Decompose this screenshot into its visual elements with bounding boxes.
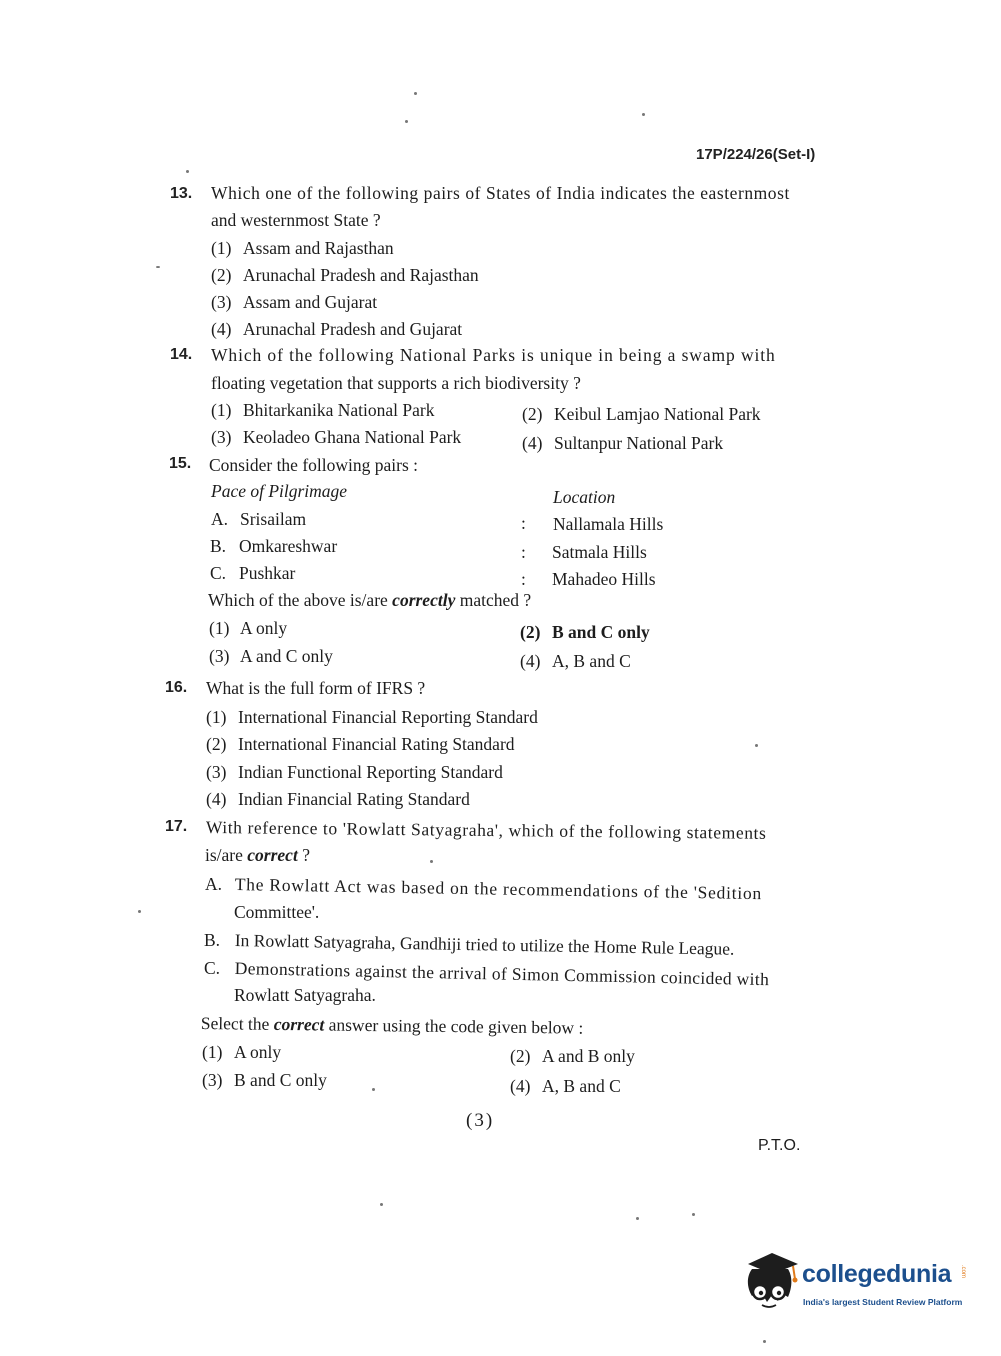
- pair-c-place: Pushkar: [239, 563, 296, 583]
- question-14-option-4-number: (4): [522, 433, 543, 453]
- pair-c-separator: :: [521, 569, 526, 589]
- question-17-select-instruction: [201, 1013, 584, 1039]
- question-13-option-4-text: Arunachal Pradesh and Gujarat: [243, 319, 463, 339]
- collegedunia-com: .com: [960, 1265, 966, 1279]
- question-16-text: What is the full form of IFRS ?: [206, 678, 426, 698]
- question-14-number: 14.: [170, 346, 193, 363]
- question-17-option-3-number: (3): [202, 1070, 223, 1090]
- question-17-option-1-text: A only: [234, 1042, 282, 1062]
- statement-b-line-1: In Rowlatt Satyagraha, Gandhiji tried to utilize the Home Rule League.: [234, 930, 735, 959]
- question-17-line-2-post: ?: [297, 845, 310, 865]
- statement-a-line-1: The Rowlatt Act was based on the recommendations of the 'Sedition: [234, 874, 763, 904]
- question-15-option-2-number: (2): [520, 622, 541, 642]
- column-header-place: Pace of Pilgrimage: [211, 481, 348, 501]
- question-14-option-3-text: Keoladeo Ghana National Park: [243, 427, 462, 447]
- scan-speck: [138, 910, 141, 913]
- question-13-option-3-number: (3): [211, 292, 232, 312]
- question-15-ask-emphasis: correctly: [392, 590, 456, 610]
- question-16-option-3-number: (3): [206, 762, 227, 782]
- question-16-option-4-text: Indian Financial Rating Standard: [238, 789, 470, 809]
- question-17-line-2-pre: is/are: [205, 845, 248, 865]
- select-emphasis: correct: [273, 1013, 325, 1035]
- question-17-option-4-number: (4): [510, 1076, 531, 1096]
- statement-a-line-2: Committee'.: [234, 902, 320, 922]
- question-17-number: 17.: [165, 818, 188, 835]
- scan-speck: [186, 170, 189, 173]
- question-14-option-3-number: (3): [211, 427, 232, 447]
- statement-c-line-2: Rowlatt Satyagraha.: [234, 985, 376, 1005]
- collegedunia-brand-name: collegedunia: [802, 1260, 952, 1288]
- question-15-option-3-number: (3): [209, 646, 230, 666]
- statement-c-label: C.: [204, 958, 221, 978]
- question-14-option-2-text: Keibul Lamjao National Park: [554, 404, 761, 424]
- question-15-option-2-text: B and C only: [552, 622, 650, 642]
- question-16-option-1-text: International Financial Reporting Standard: [238, 707, 538, 727]
- question-15-ask-post: matched ?: [455, 590, 532, 610]
- question-15-text: Consider the following pairs :: [209, 455, 419, 475]
- scan-speck: [372, 1088, 375, 1091]
- question-15-option-3-text: A and C only: [240, 646, 333, 666]
- question-14-option-2-number: (2): [522, 404, 543, 424]
- question-13-option-2-text: Arunachal Pradesh and Rajasthan: [243, 265, 479, 285]
- question-17-option-4-text: A, B and C: [542, 1076, 621, 1096]
- page-number: (3): [466, 1110, 495, 1131]
- question-13-option-4-number: (4): [211, 319, 232, 339]
- question-17-option-2-text: A and B only: [542, 1046, 635, 1066]
- question-13-number: 13.: [170, 185, 193, 202]
- question-15-option-4-number: (4): [520, 651, 541, 671]
- question-16-option-4-number: (4): [206, 789, 227, 809]
- scan-speck: [380, 1203, 383, 1206]
- scan-speck: [430, 860, 433, 863]
- scan-speck: [642, 113, 645, 116]
- question-17-option-3-text: B and C only: [234, 1070, 327, 1090]
- pair-a-place: Srisailam: [240, 509, 307, 529]
- question-16-option-2-text: International Financial Rating Standard: [238, 734, 515, 754]
- scan-speck: [156, 266, 160, 268]
- collegedunia-watermark: [742, 1248, 972, 1316]
- question-15-ask: [208, 590, 531, 611]
- paper-code: 17P/224/26(Set-I): [696, 146, 816, 163]
- question-14-option-4-text: Sultanpur National Park: [554, 433, 724, 453]
- statement-b-label: B.: [204, 930, 221, 950]
- pair-b-place: Omkareshwar: [239, 536, 338, 556]
- scan-speck: [405, 120, 408, 123]
- select-post: answer using the code given below :: [324, 1014, 584, 1038]
- question-14-text-line-2: floating vegetation that supports a rich biodiversity ?: [211, 373, 581, 393]
- statement-c-line-1: Demonstrations against the arrival of Simon Commission coincided with: [234, 958, 770, 990]
- question-13-option-1-number: (1): [211, 238, 232, 258]
- question-15-number: 15.: [169, 455, 192, 472]
- select-pre: Select the: [200, 1013, 274, 1034]
- pair-b-separator: :: [521, 542, 526, 562]
- pair-b-label: B.: [210, 536, 227, 556]
- scan-speck: [763, 1340, 766, 1343]
- scan-speck: [692, 1213, 695, 1216]
- question-16-option-2-number: (2): [206, 734, 227, 754]
- pair-c-location: Mahadeo Hills: [552, 569, 656, 589]
- question-14-option-1-number: (1): [211, 400, 232, 420]
- pair-a-separator: :: [521, 513, 526, 533]
- question-14-option-1-text: Bhitarkanika National Park: [243, 400, 435, 420]
- question-15-ask-pre: Which of the above is/are: [208, 590, 393, 610]
- question-15-option-1-number: (1): [209, 618, 230, 638]
- question-13-option-3-text: Assam and Gujarat: [243, 292, 378, 312]
- column-header-location: Location: [553, 487, 616, 507]
- question-17-option-1-number: (1): [202, 1042, 223, 1062]
- pair-a-label: A.: [211, 509, 229, 529]
- statement-a-label: A.: [205, 874, 223, 894]
- question-13-option-1-text: Assam and Rajasthan: [243, 238, 394, 258]
- collegedunia-tagline: India's largest Student Review Platform: [803, 1297, 963, 1307]
- question-17-text-line-1: With reference to 'Rowlatt Satyagraha', which of the following statements: [205, 817, 767, 843]
- question-14-text-line-1: Which of the following National Parks is unique in being a swamp with: [211, 345, 776, 365]
- question-16-number: 16.: [165, 679, 188, 696]
- pair-a-location: Nallamala Hills: [553, 514, 664, 534]
- collegedunia-mascot-icon: [742, 1248, 800, 1312]
- question-13-option-2-number: (2): [211, 265, 232, 285]
- question-13-text-line-1: Which one of the following pairs of States of India indicates the easternmost: [211, 183, 790, 203]
- question-15-option-4-text: A, B and C: [552, 651, 631, 671]
- question-15-option-1-text: A only: [240, 618, 288, 638]
- question-13-text-line-2: and westernmost State ?: [211, 210, 381, 230]
- pair-b-location: Satmala Hills: [552, 542, 647, 562]
- question-16-option-3-text: Indian Functional Reporting Standard: [238, 762, 503, 782]
- question-17-line-2-emphasis: correct: [247, 845, 298, 865]
- scan-speck: [755, 744, 758, 747]
- question-17-text-line-2: [205, 845, 310, 866]
- scan-speck: [414, 92, 417, 95]
- scan-speck: [636, 1217, 639, 1220]
- pair-c-label: C.: [210, 563, 227, 583]
- pto-label: P.T.O.: [758, 1137, 801, 1154]
- question-16-option-1-number: (1): [206, 707, 227, 727]
- question-17-option-2-number: (2): [510, 1046, 531, 1066]
